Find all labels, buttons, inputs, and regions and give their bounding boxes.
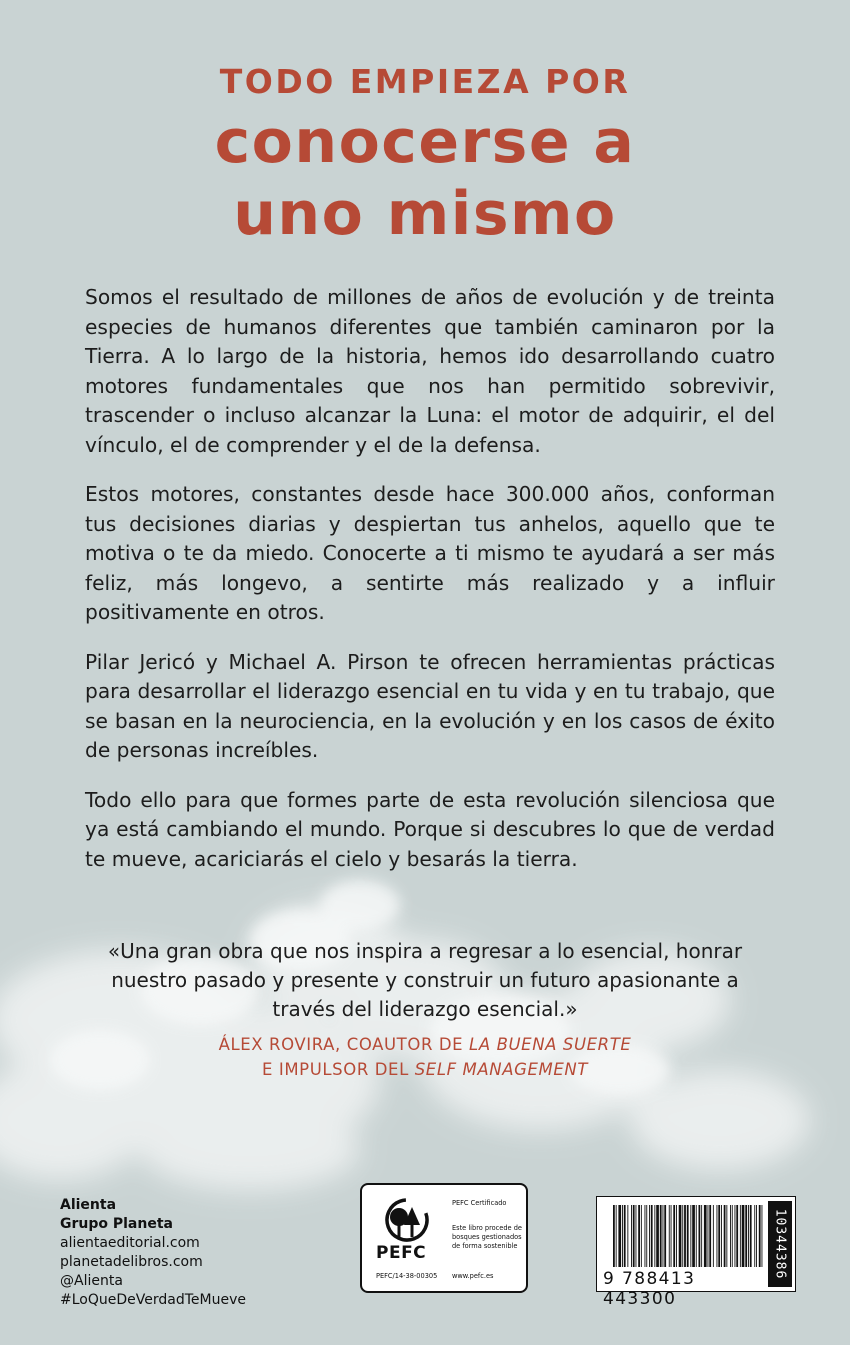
publisher-name: Alienta [60, 1197, 117, 1213]
barcode-bar [736, 1205, 738, 1267]
headline-line-3: uno mismo [233, 179, 617, 249]
publisher-website-2: planetadelibros.com [60, 1254, 203, 1270]
barcode-bar [636, 1205, 637, 1267]
barcode-bar [724, 1205, 726, 1267]
barcode-bar [646, 1205, 647, 1267]
blurb-quote [100, 937, 750, 1082]
publisher-hashtag: #LoQueDeVerdadTeMueve [60, 1292, 246, 1308]
barcode-bar [631, 1205, 632, 1267]
barcode-bar [701, 1205, 702, 1267]
barcode-bar [649, 1205, 650, 1267]
headline-line-1: TODO EMPIEZA POR [219, 62, 631, 101]
pefc-url: www.pefc.es [452, 1272, 494, 1280]
barcode-bar [704, 1205, 707, 1267]
barcode-bar [616, 1205, 617, 1267]
barcode-bar [618, 1205, 621, 1267]
barcode-bar [750, 1205, 752, 1267]
barcode-bar [664, 1205, 666, 1267]
internal-code-strip [768, 1201, 792, 1287]
barcode-bar [671, 1205, 672, 1267]
attribution-role: E IMPULSOR DEL [261, 1060, 415, 1079]
headline [0, 58, 850, 250]
attribution-method-title: SELF MANAGEMENT [414, 1060, 588, 1079]
isbn-number: 9 788413 443300 [603, 1269, 696, 1309]
synopsis-paragraph-1: Somos el resultado de millones de años de evolución y de treinta especies de humanos diferentes que también caminaron por la Tierra. A lo largo de la historia, hemos ido desarrollando cuatro motores fundamentales que nos han permitido sobrevivir, trascender o incluso alcanzar la Luna: el motor de adquirir, el del vínculo, el de comprender y el de la defensa. [85, 285, 775, 457]
barcode-bar [654, 1205, 655, 1267]
barcode-bar [726, 1205, 727, 1267]
barcode-bars [613, 1205, 763, 1267]
synopsis-paragraph-2: Estos motores, constantes desde hace 300.000 años, conforman tus decisiones diarias y despiertan tus anhelos, aquello que te motiva o te da miedo. Conocerte a ti mismo te ayudará a ser más feliz, más longevo, a sentirte más realizado y a influir positivamente en otros. [85, 482, 775, 624]
pefc-logo-text: PEFC [376, 1243, 427, 1263]
pefc-certified-label: PEFC Certificado [452, 1199, 507, 1207]
barcode-bar [645, 1205, 646, 1267]
pefc-description-line-1: Este libro procede de [452, 1224, 522, 1232]
synopsis-paragraph-4: Todo ello para que formes parte de esta revolución silenciosa que ya está cambiando el mundo. Porque si descubres lo que de verdad te mueve, acariciarás el cielo y besarás la tierra. [85, 787, 775, 871]
barcode-bar [748, 1205, 749, 1267]
barcode-bar [718, 1205, 720, 1267]
barcode-bar [673, 1205, 675, 1267]
barcode-bar [682, 1205, 683, 1267]
barcode-bar [638, 1205, 640, 1267]
publisher-social: @Alienta [60, 1273, 123, 1289]
quote-attribution [100, 1032, 750, 1082]
attribution-line-2 [100, 1057, 750, 1082]
barcode-bar [622, 1205, 623, 1267]
barcode-bar [679, 1205, 682, 1267]
barcode-bar [663, 1205, 664, 1267]
quote-text: «Una gran obra que nos inspira a regresar a lo esencial, honrar nuestro pasado y presente y construir un futuro apasionante a través del liderazgo esencial.» [107, 939, 743, 1021]
barcode-bar [754, 1205, 755, 1267]
synopsis-paragraph-3: Pilar Jericó y Michael A. Pirson te ofrecen herramientas prácticas para desarrollar el liderazgo esencial en tu vida y en tu trabajo, que se basan en la neurociencia, en la evolución y en los casos de éxito de personas increíbles. [85, 649, 775, 762]
internal-code: 10344386 [772, 1208, 788, 1280]
barcode-bar [759, 1205, 761, 1267]
barcode-bar [740, 1205, 741, 1267]
barcode-bar [735, 1205, 736, 1267]
barcode-bar [717, 1205, 718, 1267]
barcode-bar [656, 1205, 659, 1267]
barcode-bar [713, 1205, 714, 1267]
barcode-bar [624, 1205, 626, 1267]
publisher-info [60, 1196, 246, 1310]
pefc-tree-logo-icon [376, 1197, 438, 1243]
barcode-bar [699, 1205, 701, 1267]
barcode-bar [641, 1205, 642, 1267]
barcode-bar [745, 1205, 747, 1267]
publisher-group: Grupo Planeta [60, 1216, 173, 1232]
pefc-code: PEFC/14-38-00305 [376, 1272, 438, 1280]
barcode-bar [627, 1205, 628, 1267]
pefc-certification-box [360, 1183, 528, 1293]
barcode-bar [651, 1205, 653, 1267]
barcode-bar [660, 1205, 662, 1267]
barcode-bar [687, 1205, 689, 1267]
barcode-bar [732, 1205, 733, 1267]
barcode-bar [633, 1205, 635, 1267]
barcode-bar [613, 1205, 615, 1267]
attribution-author: ÁLEX ROVIRA, COAUTOR DE [218, 1035, 470, 1054]
barcode-bar [708, 1205, 709, 1267]
barcode-bar [669, 1205, 670, 1267]
pefc-description-line-2: bosques gestionados [452, 1233, 522, 1241]
barcode-bar [690, 1205, 691, 1267]
isbn-barcode [596, 1196, 796, 1309]
pefc-description-line-3: de forma sostenible [452, 1242, 518, 1250]
barcode-bar [762, 1205, 763, 1267]
barcode-bar [730, 1205, 731, 1267]
barcode-bar [676, 1205, 677, 1267]
barcode-bar [684, 1205, 686, 1267]
barcode-bar [692, 1205, 695, 1267]
attribution-line-1 [100, 1032, 750, 1057]
barcode-bar [742, 1205, 745, 1267]
synopsis [85, 283, 775, 894]
barcode-bar [721, 1205, 722, 1267]
barcode-bar [756, 1205, 757, 1267]
barcode-bar [696, 1205, 697, 1267]
attribution-book-title: LA BUENA SUERTE [469, 1035, 632, 1054]
barcode-bar [709, 1205, 711, 1267]
publisher-website-1: alientaeditorial.com [60, 1235, 200, 1251]
headline-line-2: conocerse a [214, 107, 636, 177]
